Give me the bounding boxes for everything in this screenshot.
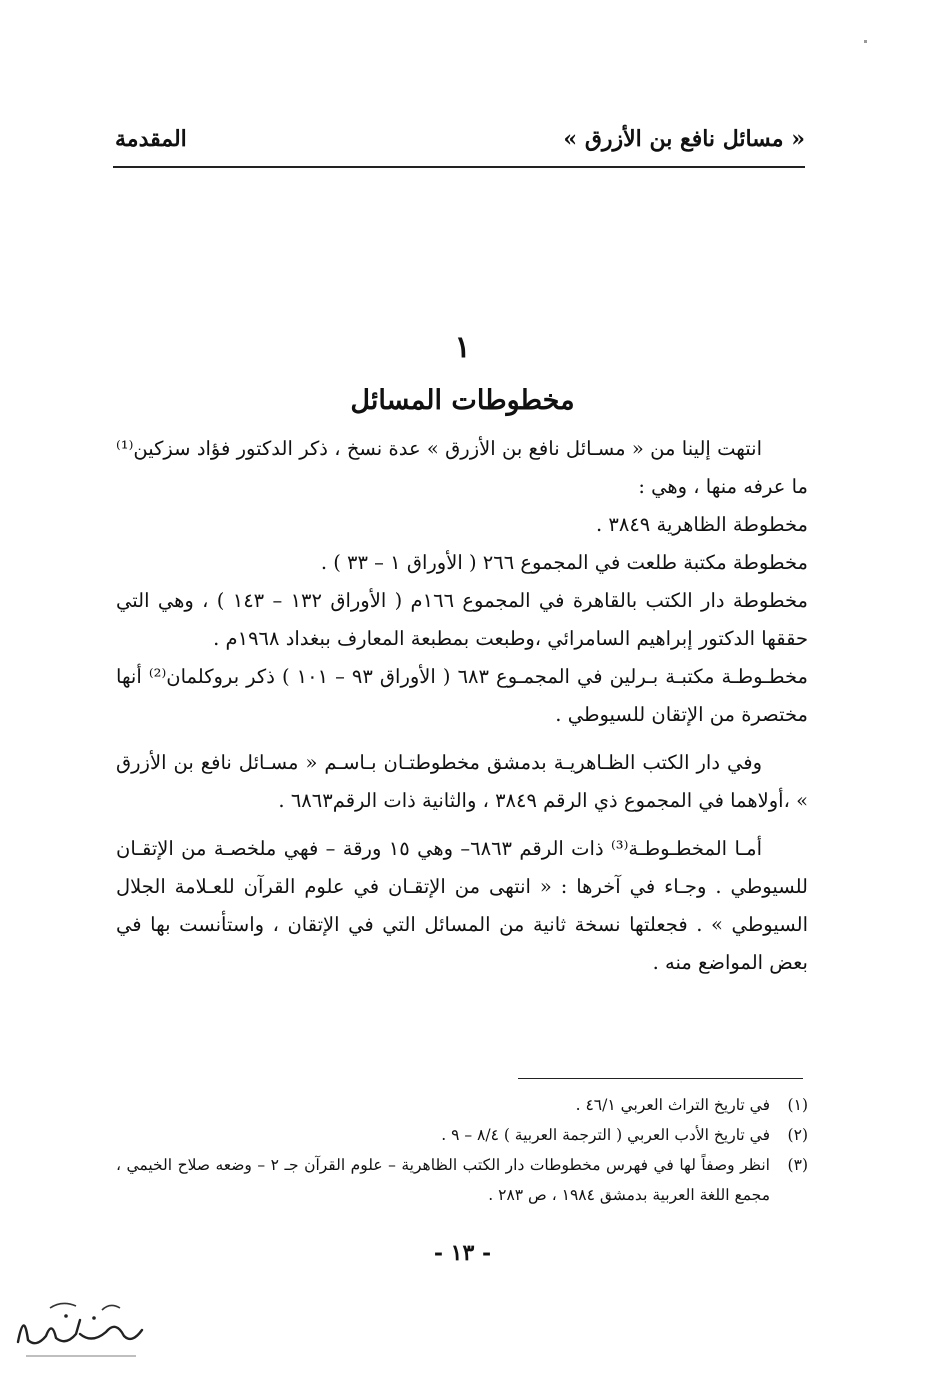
paragraph: مخطوطة دار الكتب بالقاهرة في المجموع ١٦٦م ( الأوراق ١٣٢ – ١٤٣ ) ، وهي التي حققها الدكتور إبراهيم السامرائي ،وطبعت بمطبعة المعارف ببغداد ١٩٦٨م . (116, 589, 808, 650)
footnote-text: في تاريخ التراث العربي ٤٦/١ . (575, 1096, 770, 1114)
paragraph: مخطوطة الظاهرية ٣٨٤٩ . (595, 513, 808, 536)
body-text (116, 430, 808, 982)
scan-speck (864, 40, 867, 43)
paragraph: انتهت إلينا من « مسـائل نافع بن الأزرق » عدة نسخ ، ذكر الدكتور فؤاد سزكين⁽¹⁾ ما عرفه منها ، وهي : (116, 437, 808, 498)
footnote-mark: (٣) (787, 1156, 808, 1174)
footnote (116, 1090, 808, 1120)
footnote-text: في تاريخ الأدب العربي ( الترجمة العربية ) ٨/٤ – ٩ . (441, 1126, 770, 1144)
footnote-text: انظر وصفاً لها في فهرس مخطوطات دار الكتب الظاهرية – علوم القرآن جـ ٢ – وضعه صلاح الخيمي ، مجمع اللغة العربية بدمشق ١٩٨٤ ، ص ٢٨٣ . (116, 1156, 770, 1204)
header-rule (113, 166, 805, 168)
footnote-mark: (١) (787, 1096, 808, 1114)
calligraphy-watermark-logo (6, 1290, 156, 1370)
footnote-mark: (٢) (787, 1126, 808, 1144)
section-title: مخطوطات المسائل (350, 385, 575, 416)
footnote (116, 1120, 808, 1150)
page-number: - ١٣ - (433, 1240, 492, 1266)
running-header (115, 126, 805, 152)
footnote-rule (518, 1078, 803, 1079)
footnote (116, 1150, 808, 1210)
footnotes (116, 1090, 808, 1210)
paragraph: مخطوطة مكتبة طلعت في المجموع ٢٦٦ ( الأوراق ١ – ٣٣ ) . (320, 551, 808, 574)
section-number: ١ (454, 330, 471, 365)
paragraph: أمـا المخطـوطـة⁽³⁾ ذات الرقم ٦٨٦٣– وهي ١٥ ورقة – فهي ملخصـة من الإتقـان للسيوطي . وجـاء في آخرها : « انتهى من الإتقـان في علوم القرآن للعـلامة الجلال السيوطي » . فجعلتها نسخة ثانية من المسائل التي في الإتقان ، واستأنست بها في بعض المواضع منه . (116, 837, 808, 974)
paragraph: وفي دار الكتب الظـاهريـة بدمشق مخطوطتـان بـاسـم « مسـائل نافع بن الأزرق » ،أولاهما في المجموع ذي الرقم ٣٨٤٩ ، والثانية ذات الرقم٦٨٦٣ . (116, 751, 808, 812)
header-section-name: المقدمة (115, 126, 187, 152)
paragraph: مخطـوطـة مكتبـة بـرلين في المجمـوع ٦٨٣ ( الأوراق ٩٣ – ١٠١ ) ذكر بروكلمان⁽²⁾ أنها مختصرة من الإتقان للسيوطي . (116, 665, 808, 726)
header-book-title: « مسائل نافع بن الأزرق » (563, 126, 805, 152)
